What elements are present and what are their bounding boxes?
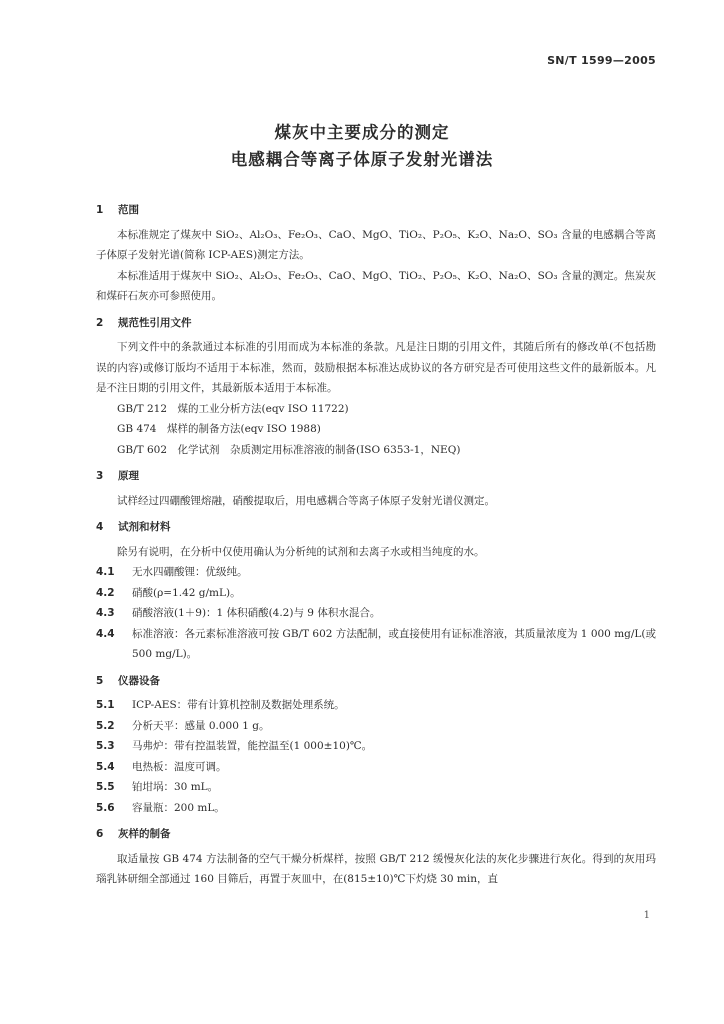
section-number: 1	[96, 204, 104, 216]
clause-number: 5.2	[96, 719, 115, 732]
paragraph: 本标准适用于煤灰中 SiO₂、Al₂O₃、Fe₂O₃、CaO、MgO、TiO₂、P₂O₅、K₂O、Na₂O、SO₃ 含量的测定。焦炭灰和煤矸石灰亦可参照使用。	[96, 269, 656, 302]
clause-text: 硝酸(ρ=1.42 g/mL)。	[132, 586, 241, 599]
clause-number: 5.1	[96, 699, 115, 711]
clause-number: 4.1	[96, 566, 115, 578]
clause-text: 标准溶液：各元素标准溶液可按 GB/T 602 方法配制，或直接使用有证标准溶液，其质量浓度为 1 000 mg/L(或 500 mg/L)。	[132, 627, 656, 660]
section-heading-principle	[96, 466, 656, 487]
clause-number: 5.4	[96, 760, 115, 773]
standard-code: SN/T 1599—2005	[547, 54, 656, 67]
section-title: 灰样的制备	[118, 828, 171, 840]
paragraph: 除另有说明，在分析中仅使用确认为分析纯的试剂和去离子水或相当纯度的水。	[117, 545, 485, 558]
section-heading-reagents	[96, 517, 656, 538]
clause-number: 5.3	[96, 740, 115, 752]
clause-number: 4.2	[96, 586, 115, 599]
clause-item	[96, 777, 656, 798]
paragraph: 下列文件中的条款通过本标准的引用而成为本标准的条款。凡是注日期的引用文件，其随后所有的修改单(不包括勘误的内容)或修订版均不适用于本标准，然而，鼓励根据本标准达成协议的各方研究是否可使用这些文件的最新版本。凡是不注日期的引用文件，其最新版本适用于本标准。	[96, 341, 656, 394]
clause-number: 5.6	[96, 801, 115, 814]
clause-text: 容量瓶：200 mL。	[132, 801, 225, 814]
clause-text: 分析天平：感量 0.000 1 g。	[132, 719, 270, 732]
clause-item	[96, 695, 656, 716]
clause-text: 马弗炉：带有控温装置，能控温至(1 000±10)℃。	[132, 740, 373, 752]
clause-number: 4.4	[96, 627, 115, 640]
section-heading-normative-references	[96, 313, 656, 334]
reference-item: GB 474 煤样的制备方法(eqv ISO 1988)	[117, 423, 321, 435]
clause-text: 电热板：温度可调。	[132, 760, 227, 773]
reference-item: GB/T 602 化学试剂 杂质测定用标准溶液的制备(ISO 6353-1，NEQ)	[117, 443, 461, 456]
section-heading-ash-preparation	[96, 824, 656, 845]
section-title: 原理	[118, 470, 139, 482]
clause-item	[96, 583, 656, 604]
section-title: 范围	[118, 204, 139, 216]
paragraph: 本标准规定了煤灰中 SiO₂、Al₂O₃、Fe₂O₃、CaO、MgO、TiO₂、P₂O₅、K₂O、Na₂O、SO₃ 含量的电感耦合等离子体原子发射光谱(简称 ICP-AES)测定方法。	[96, 228, 656, 261]
section-number: 2	[96, 316, 104, 329]
section-title: 规范性引用文件	[118, 316, 192, 329]
section-title: 仪器设备	[118, 674, 160, 687]
clause-text: 无水四硼酸锂：优级纯。	[132, 566, 248, 578]
section-title: 试剂和材料	[118, 521, 171, 533]
clause-text: 硝酸溶液(1＋9)：1 体积硝酸(4.2)与 9 体积水混合。	[132, 607, 381, 619]
document-body	[96, 200, 656, 890]
clause-number: 4.3	[96, 607, 115, 619]
section-heading-scope	[96, 200, 656, 221]
section-number: 5	[96, 674, 104, 687]
section-heading-apparatus	[96, 671, 656, 692]
reference-item: GB/T 212 煤的工业分析方法(eqv ISO 11722)	[117, 402, 349, 415]
section-number: 6	[96, 828, 104, 840]
section-number: 3	[96, 470, 104, 482]
page-number: 1	[643, 910, 650, 921]
clause-text: 铂坩埚：30 mL。	[132, 781, 219, 793]
clause-item	[96, 757, 656, 778]
clause-item	[96, 716, 656, 737]
clause-item	[96, 624, 656, 665]
clause-item	[96, 603, 656, 624]
clause-text: ICP-AES：带有计算机控制及数据处理系统。	[132, 699, 345, 711]
paragraph: 取适量按 GB 474 方法制备的空气干燥分析煤样，按照 GB/T 212 缓慢灰化法的灰化步骤进行灰化。得到的灰用玛瑙乳钵研细全部通过 160 目筛后，再置于灰皿中，在(815±10)℃下灼烧 30 min，直	[96, 852, 656, 885]
document-title-line2: 电感耦合等离子体原子发射光谱法	[230, 150, 494, 169]
section-number: 4	[96, 521, 104, 533]
document-title-line1: 煤灰中主要成分的测定	[274, 123, 450, 142]
paragraph: 试样经过四硼酸锂熔融，硝酸提取后，用电感耦合等离子体原子发射光谱仪测定。	[117, 494, 495, 507]
clause-number: 5.5	[96, 781, 115, 793]
clause-item	[96, 798, 656, 819]
clause-item	[96, 736, 656, 757]
clause-item	[96, 562, 656, 583]
